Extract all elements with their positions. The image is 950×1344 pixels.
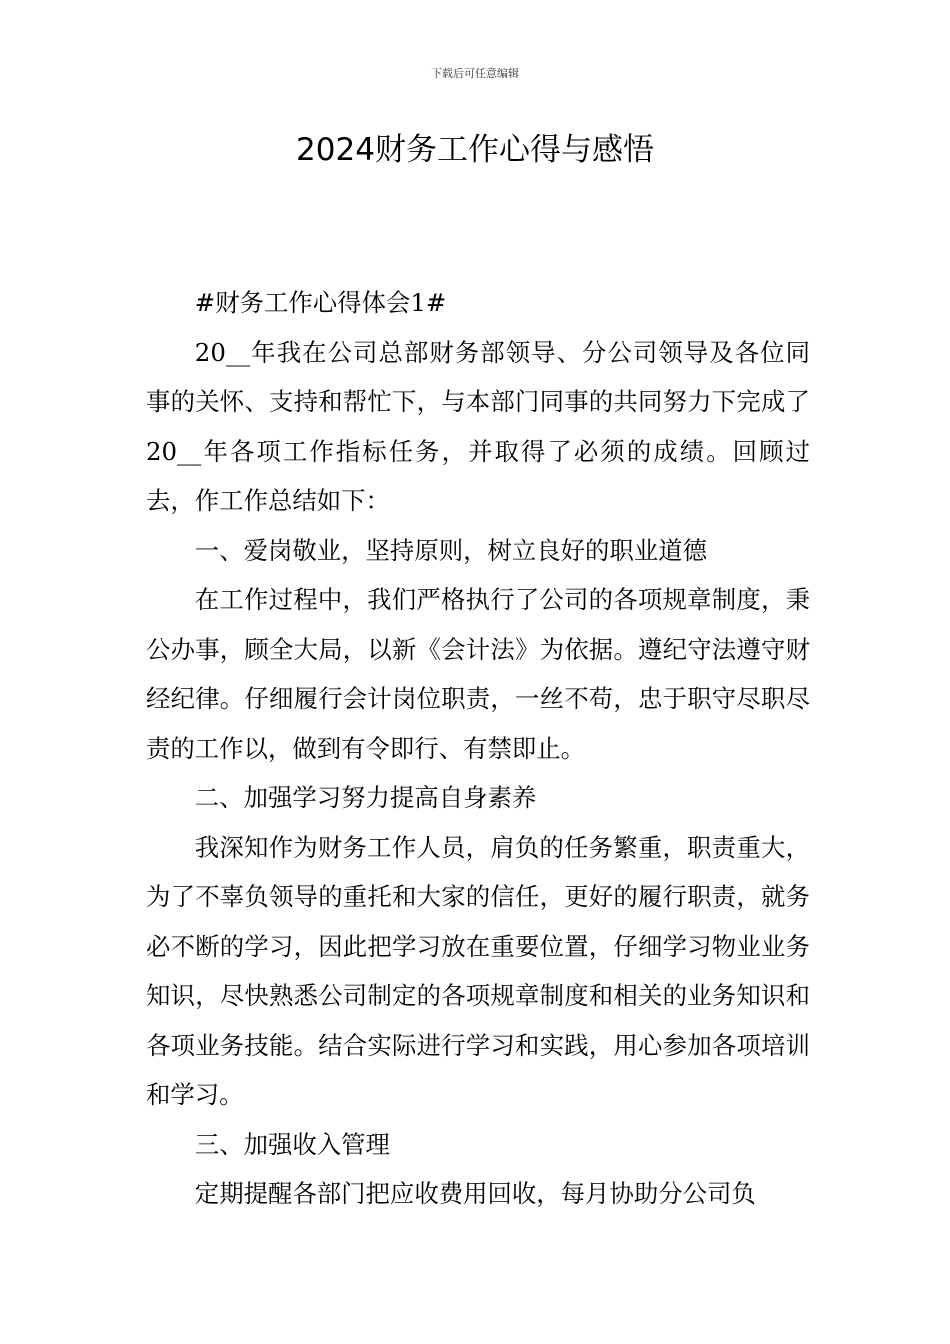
paragraph: 定期提醒各部门把应收费用回收，每月协助分公司负: [194, 1179, 756, 1208]
document-body: [146, 278, 810, 1219]
document-title: 2024财务工作心得与感悟: [296, 132, 654, 168]
section-heading: #财务工作心得体会1#: [194, 288, 447, 317]
paragraph: 20__年我在公司总部财务部领导、分公司领导及各位同事的关怀、支持和帮忙下，与本部门同事的共同努力下完成了20__年各项工作指标任务，并取得了必须的成绩。回顾过去，作工作总结如下：: [146, 337, 810, 515]
section-heading: 三、加强收入管理: [194, 1129, 390, 1159]
section-heading: 二、加强学习努力提高自身素养: [194, 783, 537, 812]
paragraph: 在工作过程中，我们严格执行了公司的各项规章制度，秉公办事，顾全大局，以新《会计法》为依据。遵纪守法遵守财经纪律。仔细履行会计岗位职责，一丝不苟，忠于职守尽职尽责的工作以，做到有令即行、有禁即止。: [146, 585, 810, 763]
section-heading: 一、爱岗敬业，坚持原则，树立良好的职业道德: [194, 535, 708, 565]
paragraph: 我深知作为财务工作人员，肩负的任务繁重，职责重大，为了不辜负领导的重托和大家的信任，更好的履行职责，就务必不断的学习，因此把学习放在重要位置，仔细学习物业业务知识，尽快熟悉公司制定的各项规章制度和相关的业务知识和各项业务技能。结合实际进行学习和实践，用心参加各项培训和学习。: [146, 832, 810, 1109]
header-note: 下载后可任意编辑: [431, 67, 519, 80]
